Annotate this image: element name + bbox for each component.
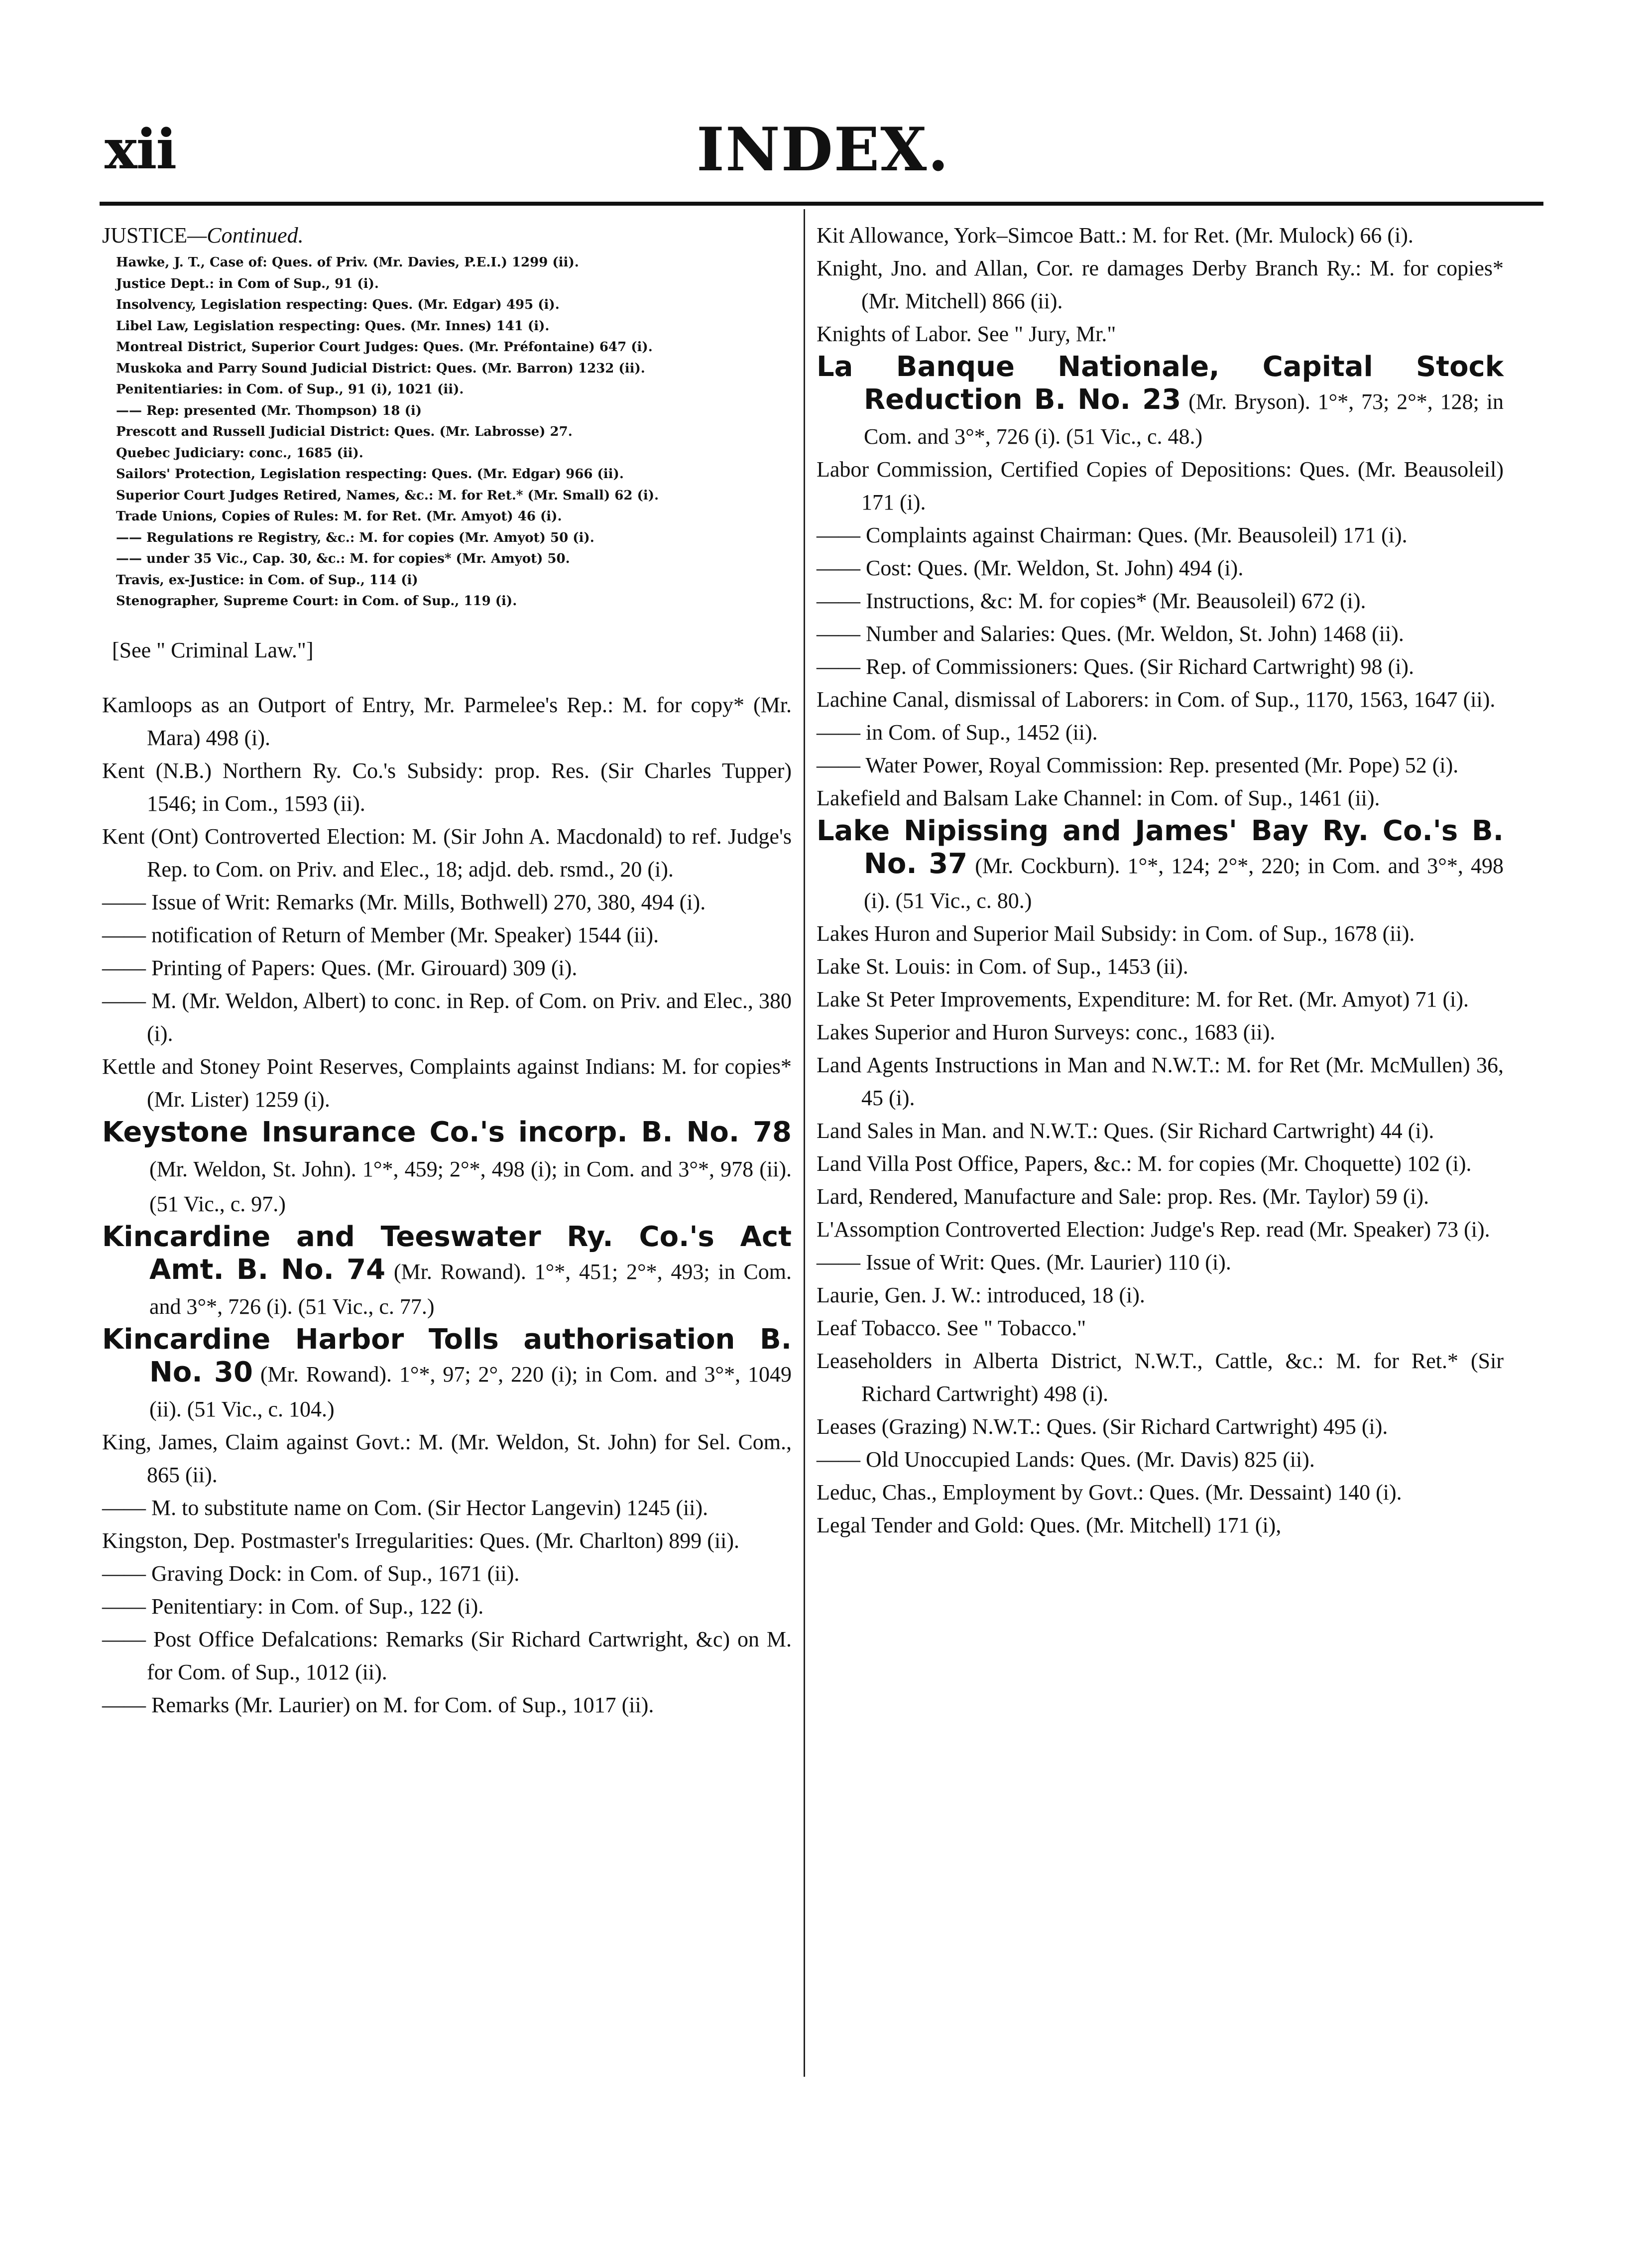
- bill-details: (Mr. Rowand). 1°*, 97; 2°, 220 (i); in Com. and 3°*, 1049 (ii). (51 Vic., c. 104.): [149, 1362, 792, 1421]
- index-entry: —— M. (Mr. Weldon, Albert) to conc. in Rep. of Com. on Priv. and Elec., 380 (i).: [102, 988, 792, 1046]
- index-entry: L'Assomption Controverted Election: Judge's Rep. read (Mr. Speaker) 73 (i).: [817, 1217, 1490, 1242]
- index-subentry: Trade Unions, Copies of Rules: M. for Ret. (Mr. Amyot) 46 (i).: [116, 509, 562, 524]
- index-entry: —— Instructions, &c: M. for copies* (Mr. Beausoleil) 672 (i).: [817, 589, 1366, 613]
- bill-title: Kincardine Harbor Tolls authorisation B. No. 30: [102, 1323, 792, 1388]
- index-entry: Leaseholders in Alberta District, N.W.T., Cattle, &c.: M. for Ret.* (Sir Richard Cartwright) 498 (i).: [817, 1349, 1504, 1406]
- bill-title: Kincardine and Teeswater Ry. Co.'s Act Amt. B. No. 74: [102, 1220, 792, 1286]
- index-entry: Lachine Canal, dismissal of Laborers: in Com. of Sup., 1170, 1563, 1647 (ii).: [817, 687, 1496, 712]
- index-entry: Lakes Superior and Huron Surveys: conc., 1683 (ii).: [817, 1020, 1276, 1044]
- index-entry: Lakes Huron and Superior Mail Subsidy: in Com. of Sup., 1678 (ii).: [817, 921, 1415, 946]
- index-entry: Knights of Labor. See " Jury, Mr.": [817, 322, 1116, 346]
- index-entry: —— Post Office Defalcations: Remarks (Sir Richard Cartwright, &c) on M. for Com. of Sup., 1012 (ii).: [102, 1627, 792, 1684]
- index-entry: Leaf Tobacco. See " Tobacco.": [817, 1316, 1086, 1340]
- index-subentry: —— under 35 Vic., Cap. 30, &c.: M. for copies* (Mr. Amyot) 50.: [116, 551, 570, 566]
- index-entry: Kingston, Dep. Postmaster's Irregularities: Ques. (Mr. Charlton) 899 (ii).: [102, 1528, 740, 1553]
- index-entry: Laurie, Gen. J. W.: introduced, 18 (i).: [817, 1283, 1145, 1307]
- bill-entry: [102, 1116, 792, 1221]
- index-entry: —— Number and Salaries: Ques. (Mr. Weldon, St. John) 1468 (ii).: [817, 622, 1404, 646]
- index-subentry: —— Regulations re Registry, &c.: M. for copies (Mr. Amyot) 50 (i).: [116, 530, 594, 545]
- index-subentry: Justice Dept.: in Com of Sup., 91 (i).: [116, 276, 379, 291]
- bill-entry: [102, 1221, 792, 1323]
- bill-entry: [817, 815, 1504, 917]
- index-subentry: Travis, ex-Justice: in Com. of Sup., 114 (i): [116, 572, 418, 588]
- bill-entry: [102, 1323, 792, 1426]
- index-entry: —— Complaints against Chairman: Ques. (Mr. Beausoleil) 171 (i).: [817, 523, 1408, 547]
- section-heading-title: JUSTICE: [102, 223, 188, 248]
- index-entry: —— Remarks (Mr. Laurier) on M. for Com. of Sup., 1017 (ii).: [102, 1692, 654, 1717]
- page-title: INDEX.: [696, 115, 950, 185]
- index-entry: Land Sales in Man. and N.W.T.: Ques. (Sir Richard Cartwright) 44 (i).: [817, 1119, 1434, 1143]
- index-subentry: Montreal District, Superior Court Judges: Ques. (Mr. Préfontaine) 647 (i).: [116, 340, 653, 355]
- index-entry: —— Issue of Writ: Ques. (Mr. Laurier) 110 (i).: [817, 1250, 1231, 1274]
- index-entry: —— Penitentiary: in Com. of Sup., 122 (i).: [102, 1594, 484, 1619]
- index-entry: —— Printing of Papers: Ques. (Mr. Girouard) 309 (i).: [102, 955, 578, 980]
- index-entry: —— notification of Return of Member (Mr. Speaker) 1544 (ii).: [102, 922, 659, 947]
- index-subentry: Stenographer, Supreme Court: in Com. of Sup., 119 (i).: [116, 594, 517, 609]
- index-subentry: —— Rep: presented (Mr. Thompson) 18 (i): [116, 403, 422, 418]
- page-number: xii: [105, 117, 176, 181]
- see-reference: [See " Criminal Law."]: [112, 637, 314, 662]
- index-subentry: Libel Law, Legislation respecting: Ques. (Mr. Innes) 141 (i).: [116, 318, 550, 334]
- bill-details: (Mr. Weldon, St. John). 1°*, 459; 2°*, 498 (i); in Com. and 3°*, 978 (ii). (51 Vic., c. 97.): [149, 1156, 792, 1216]
- index-entry: Lard, Rendered, Manufacture and Sale: prop. Res. (Mr. Taylor) 59 (i).: [817, 1184, 1429, 1209]
- bill-details: (Mr. Cockburn). 1°*, 124; 2°*, 220; in Com. and 3°*, 498 (i). (51 Vic., c. 80.): [864, 854, 1504, 913]
- index-entry: —— Old Unoccupied Lands: Ques. (Mr. Davis) 825 (ii).: [817, 1447, 1315, 1472]
- index-subentry: Muskoka and Parry Sound Judicial District: Ques. (Mr. Barron) 1232 (ii).: [116, 361, 645, 376]
- bill-title: Keystone Insurance Co.'s incorp. B. No. 78: [102, 1116, 792, 1148]
- index-entry: Kamloops as an Outport of Entry, Mr. Parmelee's Rep.: M. for copy* (Mr. Mara) 498 (i).: [102, 692, 792, 750]
- index-entry: Land Villa Post Office, Papers, &c.: M. for copies (Mr. Choquette) 102 (i).: [817, 1151, 1472, 1176]
- index-entry: Knight, Jno. and Allan, Cor. re damages Derby Branch Ry.: M. for copies* (Mr. Mitchell) 866 (ii).: [817, 256, 1504, 313]
- index-entry: —— Issue of Writ: Remarks (Mr. Mills, Bothwell) 270, 380, 494 (i).: [102, 889, 706, 914]
- index-entry: King, James, Claim against Govt.: M. (Mr. Weldon, St. John) for Sel. Com., 865 (ii).: [102, 1429, 792, 1487]
- index-subentry: Sailors' Protection, Legislation respecting: Ques. (Mr. Edgar) 966 (ii).: [116, 467, 624, 482]
- section-heading-continued: —Continued.: [187, 223, 304, 248]
- index-entry: Kent (Ont) Controverted Election: M. (Sir John A. Macdonald) to ref. Judge's Rep. to Com. on Priv. and Elec., 18; adjd. deb. rsmd., 20 (i).: [102, 824, 792, 882]
- left-column: [102, 219, 792, 1722]
- index-subentry: Superior Court Judges Retired, Names, &c.: M. for Ret.* (Mr. Small) 62 (i).: [116, 488, 659, 503]
- bill-entry: [817, 351, 1504, 453]
- bill-details: (Mr. Rowand). 1°*, 451; 2°*, 493; in Com. and 3°*, 726 (i). (51 Vic., c. 77.): [149, 1259, 792, 1319]
- index-entry: Labor Commission, Certified Copies of Depositions: Ques. (Mr. Beausoleil) 171 (i).: [817, 457, 1504, 514]
- index-entry: —— Rep. of Commissioners: Ques. (Sir Richard Cartwright) 98 (i).: [817, 654, 1414, 679]
- index-entry: Lake St Peter Improvements, Expenditure: M. for Ret. (Mr. Amyot) 71 (i).: [817, 987, 1469, 1011]
- justice-subentries: [102, 252, 792, 612]
- index-entry: —— Graving Dock: in Com. of Sup., 1671 (ii).: [102, 1561, 520, 1586]
- index-entry: —— M. to substitute name on Com. (Sir Hector Langevin) 1245 (ii).: [102, 1495, 708, 1520]
- index-subentry: Hawke, J. T., Case of: Ques. of Priv. (Mr. Davies, P.E.I.) 1299 (ii).: [116, 255, 579, 270]
- index-subentry: Penitentiaries: in Com. of Sup., 91 (i), 1021 (ii).: [116, 382, 464, 397]
- bill-title: Lake Nipissing and James' Bay Ry. Co.'s B. No. 37: [817, 815, 1504, 880]
- index-entry: —— Cost: Ques. (Mr. Weldon, St. John) 494 (i).: [817, 556, 1244, 580]
- index-entry: Leduc, Chas., Employment by Govt.: Ques. (Mr. Dessaint) 140 (i).: [817, 1480, 1402, 1505]
- index-subentry: Quebec Judiciary: conc., 1685 (ii).: [116, 445, 363, 461]
- index-entry: Legal Tender and Gold: Ques. (Mr. Mitchell) 171 (i),: [817, 1513, 1282, 1537]
- index-entry: Kettle and Stoney Point Reserves, Complaints against Indians: M. for copies* (Mr. Lister) 1259 (i).: [102, 1054, 792, 1112]
- index-entry: Lakefield and Balsam Lake Channel: in Com. of Sup., 1461 (ii).: [817, 786, 1380, 810]
- index-subentry: Insolvency, Legislation respecting: Ques. (Mr. Edgar) 495 (i).: [116, 297, 560, 312]
- index-entry: Kit Allowance, York–Simcoe Batt.: M. for Ret. (Mr. Mulock) 66 (i).: [817, 223, 1413, 248]
- index-subentry: Prescott and Russell Judicial District: Ques. (Mr. Labrosse) 27.: [116, 424, 573, 439]
- bill-title: La Banque Nationale, Capital Stock Reduction B. No. 23: [817, 351, 1504, 416]
- header-rule: [100, 202, 1543, 206]
- index-entry: Leases (Grazing) N.W.T.: Ques. (Sir Richard Cartwright) 495 (i).: [817, 1414, 1388, 1439]
- index-entry: —— in Com. of Sup., 1452 (ii).: [817, 720, 1098, 745]
- index-entry: Kent (N.B.) Northern Ry. Co.'s Subsidy: prop. Res. (Sir Charles Tupper) 1546; in Com., 1593 (ii).: [102, 758, 792, 816]
- right-column: [817, 219, 1504, 1542]
- page-header: [0, 0, 1646, 209]
- column-divider: [804, 209, 805, 2077]
- bill-details: (Mr. Bryson). 1°*, 73; 2°*, 128; in Com. and 3°*, 726 (i). (51 Vic., c. 48.): [864, 389, 1504, 449]
- index-entry: —— Water Power, Royal Commission: Rep. presented (Mr. Pope) 52 (i).: [817, 753, 1459, 777]
- section-heading: [102, 219, 792, 252]
- index-entry: Lake St. Louis: in Com. of Sup., 1453 (ii).: [817, 954, 1188, 979]
- index-entry: Land Agents Instructions in Man and N.W.T.: M. for Ret (Mr. McMullen) 36, 45 (i).: [817, 1053, 1504, 1110]
